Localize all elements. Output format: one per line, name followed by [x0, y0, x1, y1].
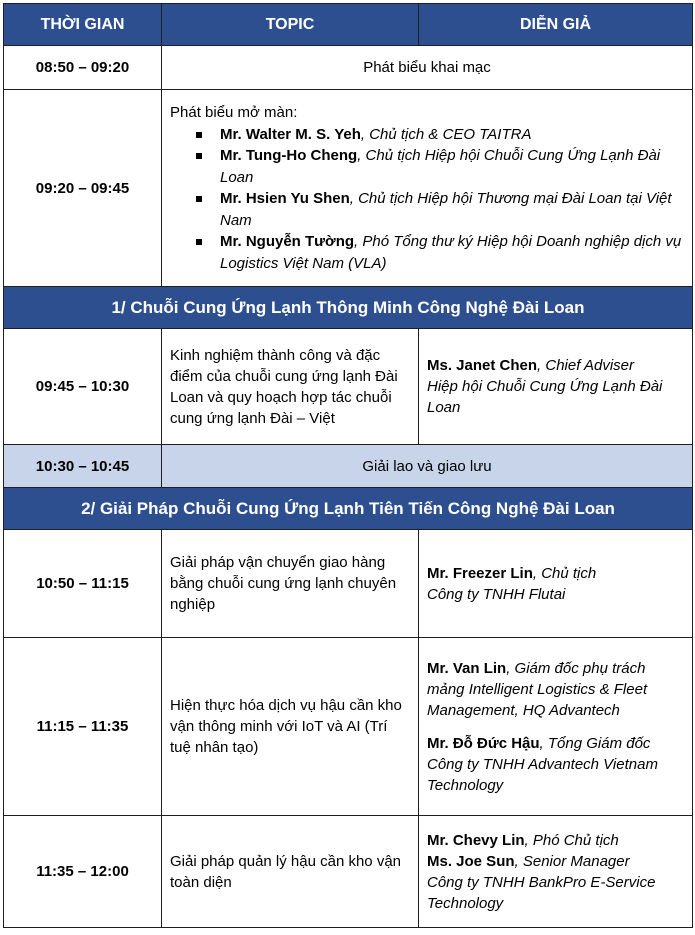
speaker-cell	[419, 329, 693, 445]
section-title: 2/ Giải Pháp Chuỗi Cung Ứng Lạnh Tiên Tiến Công Nghệ Đài Loan	[4, 488, 693, 530]
speaker-role: , Senior Manager	[514, 852, 630, 870]
speaker-name: Mr. Tung-Ho Cheng	[220, 147, 358, 164]
time-cell: 11:35 – 12:00	[4, 816, 162, 928]
speaker-org: Công ty TNHH Advantech Vietnam Technology	[427, 755, 658, 794]
speaker-name: Mr. Chevy Lin	[427, 831, 525, 849]
speaker-role: , Chief Adviser	[537, 357, 635, 374]
speaker-name: Mr. Van Lin	[427, 659, 507, 677]
opening-remarks	[162, 90, 693, 287]
section-row-1	[4, 287, 693, 329]
header-row	[4, 4, 693, 46]
speaker-entry	[427, 733, 684, 796]
remarks-intro: Phát biểu mở màn:	[170, 104, 298, 121]
speaker-role: , Phó Tổng thư ký Hiệp hội Doanh nghiệp dịch vụ Logistics Việt Nam (VLA)	[220, 233, 682, 272]
speaker-name: Ms. Joe Sun	[427, 852, 515, 870]
topic-cell: Giải pháp vận chuyển giao hàng bằng chuỗi cung ứng lạnh chuyên nghiệp	[162, 530, 419, 638]
topic-cell: Hiện thực hóa dịch vụ hậu cần kho vận thông minh với IoT và AI (Trí tuệ nhân tạo)	[162, 638, 419, 816]
row-session-4	[4, 816, 693, 928]
speaker-entry	[427, 658, 684, 721]
header-speaker: DIỄN GIẢ	[419, 4, 693, 46]
speaker-name: Mr. Walter M. S. Yeh	[220, 125, 361, 143]
speaker-role: , Phó Chủ tịch	[524, 831, 619, 849]
speaker-name: Mr. Nguyễn Tường	[220, 233, 355, 250]
row-session-1	[4, 329, 693, 445]
row-session-2	[4, 530, 693, 638]
speaker-name: Mr. Hsien Yu Shen	[220, 190, 350, 207]
time-cell: 10:50 – 11:15	[4, 530, 162, 638]
header-time: THỜI GIAN	[4, 4, 162, 46]
speaker-org: Công ty TNHH Flutai	[427, 585, 566, 603]
row-opening-remarks	[4, 90, 693, 287]
list-item	[220, 231, 684, 274]
speaker-cell	[419, 530, 693, 638]
row-break	[4, 445, 693, 488]
speaker-role: , Chủ tịch	[532, 564, 597, 582]
section-title: 1/ Chuỗi Cung Ứng Lạnh Thông Minh Công Nghệ Đài Loan	[4, 287, 693, 329]
speaker-name: Mr. Đỗ Đức Hậu	[427, 734, 540, 752]
speaker-role: , Giám đốc phụ trách mảng Intelligent Logistics & Fleet Management, HQ Advantech	[427, 659, 648, 719]
section-row-2	[4, 488, 693, 530]
time-cell: 11:15 – 11:35	[4, 638, 162, 816]
topic-cell: Giải pháp quản lý hậu cần kho vận toàn diện	[162, 816, 419, 928]
break-title: Giải lao và giao lưu	[162, 445, 693, 488]
remarks-list	[170, 124, 684, 275]
speaker-role: , Chủ tịch & CEO TAITRA	[360, 125, 532, 143]
speaker-name: Ms. Janet Chen	[427, 357, 538, 374]
row-opening	[4, 46, 693, 90]
speaker-org: Công ty TNHH BankPro E-Service Technology	[427, 873, 656, 912]
time-cell: 09:20 – 09:45	[4, 90, 162, 287]
list-item	[220, 145, 684, 188]
speaker-role: , Tổng Giám đốc	[539, 734, 651, 752]
agenda-table	[3, 3, 693, 928]
speaker-cell	[419, 816, 693, 928]
time-cell: 08:50 – 09:20	[4, 46, 162, 90]
topic-cell: Kinh nghiệm thành công và đặc điểm của chuỗi cung ứng lạnh Đài Loan và quy hoạch hợp tác chuỗi cung ứng lạnh Đài – Việt	[162, 329, 419, 445]
session-title: Phát biểu khai mạc	[162, 46, 693, 90]
header-topic: TOPIC	[162, 4, 419, 46]
list-item	[220, 124, 684, 146]
speaker-org: Hiệp hội Chuỗi Cung Ứng Lạnh Đài Loan	[427, 378, 663, 416]
time-cell: 09:45 – 10:30	[4, 329, 162, 445]
speaker-role: , Chủ tịch Hiệp hội Chuỗi Cung Ứng Lạnh Đài Loan	[220, 147, 661, 186]
list-item	[220, 188, 684, 231]
time-cell: 10:30 – 10:45	[4, 445, 162, 488]
row-session-3	[4, 638, 693, 816]
speaker-name: Mr. Freezer Lin	[427, 564, 533, 582]
speaker-role: , Chủ tịch Hiệp hội Thương mại Đài Loan tại Việt Nam	[220, 190, 672, 229]
speaker-cell	[419, 638, 693, 816]
